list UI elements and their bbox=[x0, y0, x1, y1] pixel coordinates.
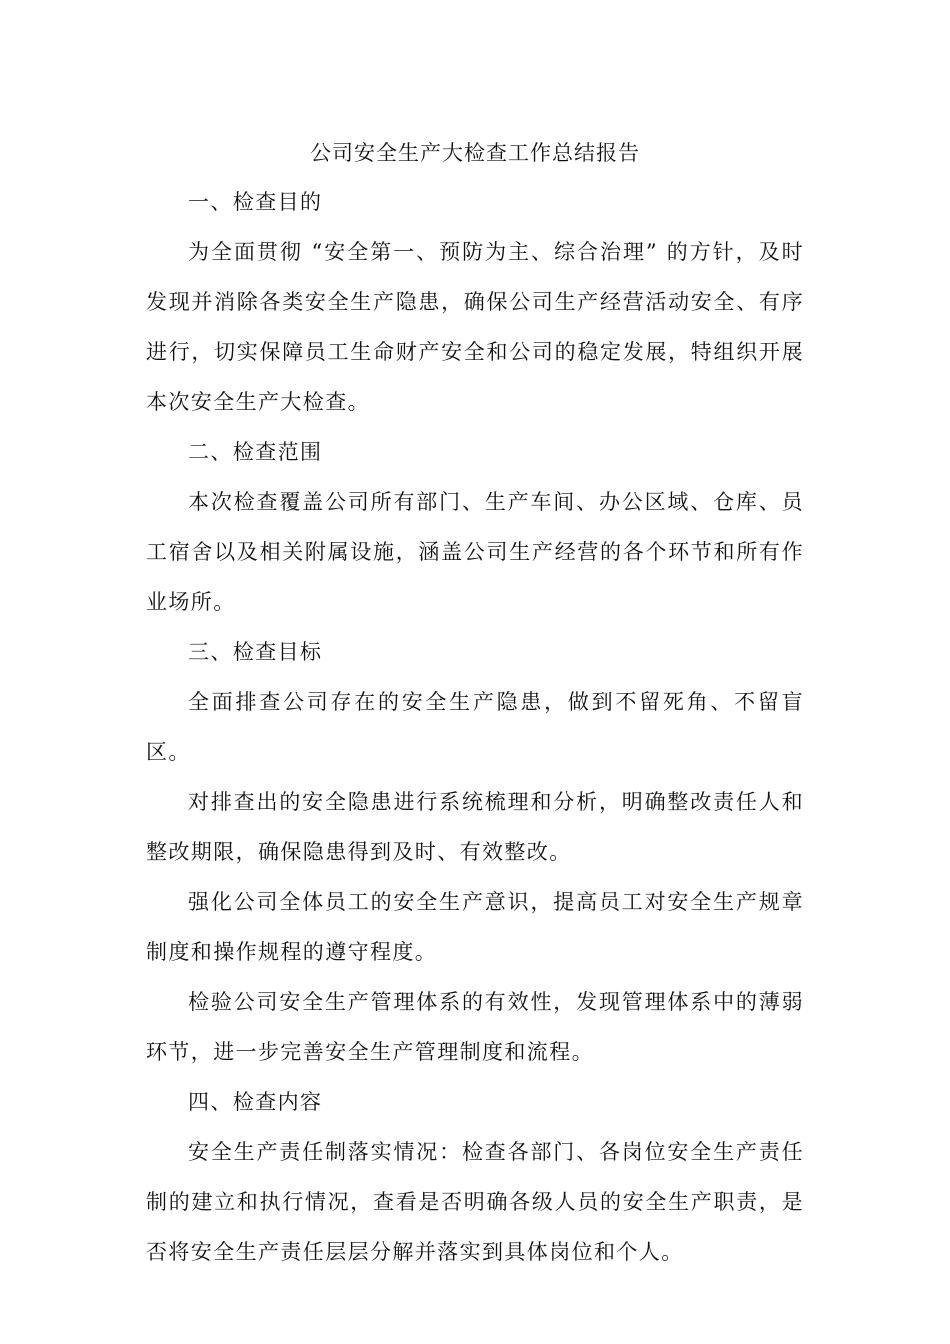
paragraph: 检验公司安全生产管理体系的有效性，发现管理体系中的薄弱环节，进一步完善安全生产管理制度和流程。 bbox=[146, 990, 804, 1064]
document-body bbox=[146, 177, 804, 1277]
paragraph: 全面排查公司存在的安全生产隐患，做到不留死角、不留盲区。 bbox=[146, 690, 804, 764]
section-heading-purpose: 一、检查目的 bbox=[188, 190, 323, 214]
document-title: 公司安全生产大检查工作总结报告 bbox=[310, 141, 640, 165]
paragraph: 安全生产责任制落实情况：检查各部门、各岗位安全生产责任制的建立和执行情况，查看是否明确各级人员的安全生产职责，是否将安全生产责任层层分解并落实到具体岗位和个人。 bbox=[146, 1140, 804, 1264]
paragraph: 对排查出的安全隐患进行系统梳理和分析，明确整改责任人和整改期限，确保隐患得到及时、有效整改。 bbox=[146, 790, 804, 864]
section-heading-scope: 二、检查范围 bbox=[188, 440, 323, 464]
section-heading-goals: 三、检查目标 bbox=[188, 640, 323, 664]
paragraph: 本次检查覆盖公司所有部门、生产车间、办公区域、仓库、员工宿舍以及相关附属设施，涵盖公司生产经营的各个环节和所有作业场所。 bbox=[146, 490, 804, 614]
paragraph: 强化公司全体员工的安全生产意识，提高员工对安全生产规章制度和操作规程的遵守程度。 bbox=[146, 890, 804, 964]
section-heading-content: 四、检查内容 bbox=[188, 1090, 323, 1114]
paragraph: 为全面贯彻 “安全第一、预防为主、综合治理” 的方针，及时发现并消除各类安全生产隐患，确保公司生产经营活动安全、有序进行，切实保障员工生命财产安全和公司的稳定发展，特组织开展本次安全生产大检查。 bbox=[146, 240, 804, 414]
